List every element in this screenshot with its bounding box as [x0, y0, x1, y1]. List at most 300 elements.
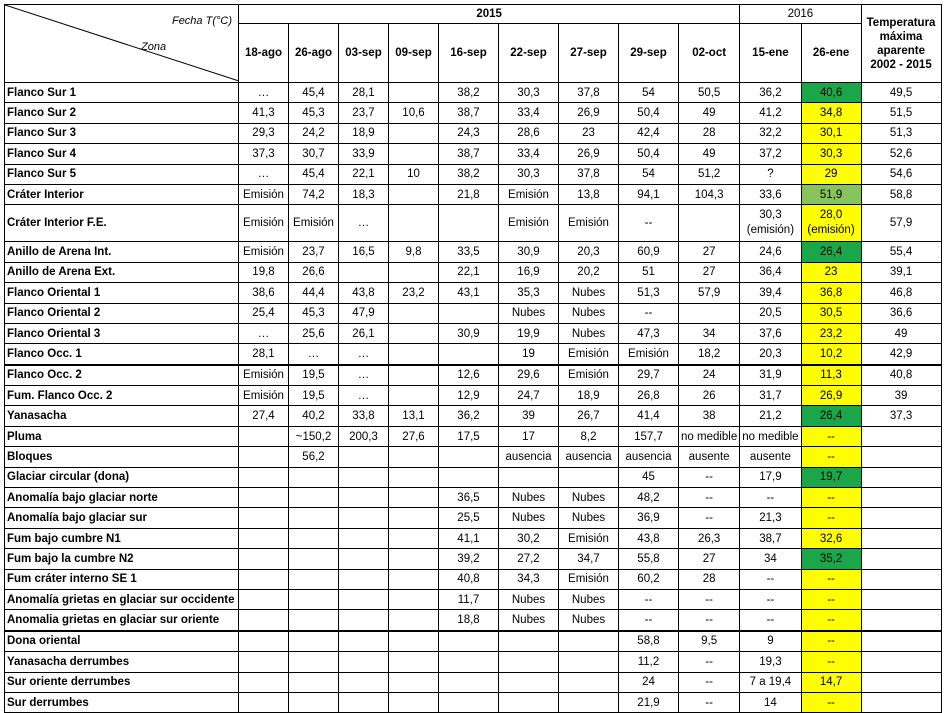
table-row [5, 283, 942, 303]
value-cell: 17,5 [439, 426, 499, 446]
value-cell [439, 652, 499, 672]
value-cell: Nubes [499, 610, 559, 631]
value-cell [289, 488, 339, 508]
zone-cell: Flanco Occ. 2 [5, 365, 239, 386]
value-cell: 38,6 [239, 283, 289, 303]
table-row [5, 426, 942, 446]
value-cell: Emisión [239, 365, 289, 386]
value-cell: 31,7 [740, 386, 801, 406]
value-cell [339, 589, 389, 609]
value-cell: Nubes [499, 589, 559, 609]
temperature-table-container [4, 4, 942, 713]
zone-cell: Anomalía grietas en glaciar sur occidente [5, 589, 239, 609]
zone-cell: Flanco Occ. 1 [5, 344, 239, 365]
value-cell [389, 205, 439, 242]
value-cell: 42,4 [619, 123, 679, 143]
value-cell: 19,7 [801, 467, 861, 487]
date-header-29-sep: 29-sep [619, 24, 679, 83]
value-cell: 23 [801, 262, 861, 282]
value-cell: Emisión [559, 365, 619, 386]
value-cell: 35,2 [801, 549, 861, 569]
value-cell: -- [619, 589, 679, 609]
tmax-cell [861, 589, 941, 609]
value-cell [389, 692, 439, 712]
value-cell: 13,8 [559, 184, 619, 204]
value-cell: 37,6 [740, 323, 801, 343]
value-cell [339, 631, 389, 652]
value-cell: Emisión [559, 205, 619, 242]
tmax-cell [861, 426, 941, 446]
value-cell: … [339, 344, 389, 365]
value-cell: 23 [559, 123, 619, 143]
value-cell [339, 610, 389, 631]
tmax-cell: 37,3 [861, 406, 941, 426]
table-row [5, 406, 942, 426]
value-cell: 21,3 [740, 508, 801, 528]
value-cell: ausencia [619, 447, 679, 467]
value-cell [289, 631, 339, 652]
value-cell: 14 [740, 692, 801, 712]
value-cell: 33,5 [439, 242, 499, 262]
value-cell: 40,2 [289, 406, 339, 426]
value-cell: 26,9 [559, 144, 619, 164]
value-cell: 12,6 [439, 365, 499, 386]
value-cell: 26,9 [559, 103, 619, 123]
value-cell [389, 303, 439, 323]
value-cell: … [339, 365, 389, 386]
value-cell: 41,1 [439, 528, 499, 548]
value-cell: 27 [679, 549, 740, 569]
zone-cell: Fum bajo la cumbre N2 [5, 549, 239, 569]
value-cell: no medible [679, 426, 740, 446]
value-cell: 33,6 [740, 184, 801, 204]
value-cell: 57,9 [679, 283, 740, 303]
value-cell: Nubes [559, 283, 619, 303]
zone-cell: Yanasacha derrumbes [5, 652, 239, 672]
value-cell [389, 467, 439, 487]
value-cell: 22,1 [439, 262, 499, 282]
value-cell: 45,4 [289, 164, 339, 184]
value-cell: Emisión [559, 528, 619, 548]
value-cell [339, 652, 389, 672]
header-row-years [5, 5, 942, 24]
value-cell: 60,2 [619, 569, 679, 589]
value-cell: 9,5 [679, 631, 740, 652]
value-cell: 94,1 [619, 184, 679, 204]
value-cell: … [239, 83, 289, 103]
tmax-cell: 54,6 [861, 164, 941, 184]
value-cell: 29,6 [499, 365, 559, 386]
value-cell [289, 467, 339, 487]
value-cell [339, 488, 389, 508]
value-cell [339, 569, 389, 589]
value-cell: Nubes [559, 610, 619, 631]
year-2016-header: 2016 [740, 5, 861, 24]
tmax-cell [861, 631, 941, 652]
value-cell: 27 [679, 262, 740, 282]
value-cell: -- [801, 652, 861, 672]
value-cell: 36,2 [740, 83, 801, 103]
value-cell: 29,7 [619, 365, 679, 386]
value-cell [559, 631, 619, 652]
value-cell: 49 [679, 144, 740, 164]
value-cell [239, 549, 289, 569]
value-cell: -- [801, 569, 861, 589]
value-cell [339, 262, 389, 282]
tmax-cell [861, 447, 941, 467]
value-cell: … [239, 323, 289, 343]
value-cell: 27,4 [239, 406, 289, 426]
value-cell: 37,8 [559, 164, 619, 184]
value-cell [559, 467, 619, 487]
value-cell: 26,7 [559, 406, 619, 426]
value-cell: 18,9 [339, 123, 389, 143]
tmax-cell: 49 [861, 323, 941, 343]
zone-cell: Glaciar circular (dona) [5, 467, 239, 487]
value-cell: -- [619, 205, 679, 242]
value-cell: 24 [619, 672, 679, 692]
value-cell: 20,3 [559, 242, 619, 262]
value-cell [499, 672, 559, 692]
table-row [5, 303, 942, 323]
table-row [5, 123, 942, 143]
value-cell [559, 692, 619, 712]
value-cell [289, 589, 339, 609]
value-cell: 10,2 [801, 344, 861, 365]
value-cell [389, 144, 439, 164]
zone-cell: Anomalía bajo glaciar sur [5, 508, 239, 528]
value-cell: 20,2 [559, 262, 619, 282]
value-cell: 11,3 [801, 365, 861, 386]
value-cell: -- [801, 488, 861, 508]
table-row [5, 549, 942, 569]
value-cell [499, 631, 559, 652]
value-cell [389, 386, 439, 406]
value-cell: 38,7 [740, 528, 801, 548]
value-cell: Emisión [239, 184, 289, 204]
table-row [5, 103, 942, 123]
value-cell: 48,2 [619, 488, 679, 508]
tmax-cell [861, 652, 941, 672]
value-cell: 23,7 [289, 242, 339, 262]
value-cell [389, 672, 439, 692]
zone-cell: Bloques [5, 447, 239, 467]
table-row [5, 692, 942, 712]
value-cell [339, 528, 389, 548]
value-cell: -- [801, 508, 861, 528]
tmax-cell: 40,8 [861, 365, 941, 386]
table-row [5, 144, 942, 164]
value-cell: 51,9 [801, 184, 861, 204]
date-header-22-sep: 22-sep [499, 24, 559, 83]
zone-cell: Anomalia grietas en glaciar sur oriente [5, 610, 239, 631]
value-cell: 45,4 [289, 83, 339, 103]
value-cell: 157,7 [619, 426, 679, 446]
value-cell [239, 508, 289, 528]
zone-cell: Flanco Sur 5 [5, 164, 239, 184]
value-cell: 34 [740, 549, 801, 569]
value-cell: 28 [679, 123, 740, 143]
value-cell: Nubes [499, 508, 559, 528]
value-cell: 28,0 (emisión) [801, 205, 861, 242]
fecha-label: Fecha T(°C) [171, 15, 232, 27]
value-cell: 9,8 [389, 242, 439, 262]
value-cell: 39 [499, 406, 559, 426]
zone-cell: Anillo de Arena Int. [5, 242, 239, 262]
value-cell [239, 569, 289, 589]
value-cell [499, 652, 559, 672]
value-cell [439, 447, 499, 467]
value-cell [289, 569, 339, 589]
value-cell: 41,3 [239, 103, 289, 123]
value-cell: 27,2 [499, 549, 559, 569]
value-cell: 40,8 [439, 569, 499, 589]
value-cell: 7 a 19,4 [740, 672, 801, 692]
zone-cell: Flanco Sur 4 [5, 144, 239, 164]
value-cell [389, 123, 439, 143]
zone-cell: Flanco Oriental 3 [5, 323, 239, 343]
table-row [5, 164, 942, 184]
value-cell: 31,9 [740, 365, 801, 386]
value-cell [439, 205, 499, 242]
value-cell: 25,5 [439, 508, 499, 528]
value-cell [389, 652, 439, 672]
value-cell: Emisión [499, 205, 559, 242]
table-row [5, 569, 942, 589]
value-cell: 39,2 [439, 549, 499, 569]
value-cell: 51,2 [679, 164, 740, 184]
zone-cell: Fum cráter interno SE 1 [5, 569, 239, 589]
value-cell [289, 652, 339, 672]
zone-cell: Fum. Flanco Occ. 2 [5, 386, 239, 406]
table-row [5, 528, 942, 548]
value-cell: -- [619, 610, 679, 631]
corner-header-cell [5, 5, 239, 83]
table-row [5, 610, 942, 631]
value-cell: 43,8 [339, 283, 389, 303]
value-cell: 18,3 [339, 184, 389, 204]
value-cell: 51 [619, 262, 679, 282]
tmax-cell: 39 [861, 386, 941, 406]
table-row [5, 652, 942, 672]
table-row [5, 83, 942, 103]
value-cell [289, 610, 339, 631]
table-row [5, 447, 942, 467]
value-cell: 43,1 [439, 283, 499, 303]
value-cell: 36,8 [801, 283, 861, 303]
value-cell [339, 672, 389, 692]
value-cell: 29 [801, 164, 861, 184]
value-cell: 30,3 [499, 83, 559, 103]
value-cell: 30,9 [499, 242, 559, 262]
value-cell: 16,9 [499, 262, 559, 282]
value-cell [289, 508, 339, 528]
value-cell: 34,3 [499, 569, 559, 589]
date-header-03-sep: 03-sep [339, 24, 389, 83]
value-cell [389, 508, 439, 528]
value-cell [389, 631, 439, 652]
value-cell: 19,3 [740, 652, 801, 672]
value-cell [439, 303, 499, 323]
value-cell: Emisión [239, 242, 289, 262]
value-cell: Nubes [499, 488, 559, 508]
value-cell: Emisión [619, 344, 679, 365]
zone-cell: Flanco Oriental 2 [5, 303, 239, 323]
value-cell: 104,3 [679, 184, 740, 204]
value-cell: 28 [679, 569, 740, 589]
value-cell: 49 [679, 103, 740, 123]
date-header-09-sep: 09-sep [389, 24, 439, 83]
value-cell: 23,2 [801, 323, 861, 343]
table-row [5, 344, 942, 365]
value-cell [389, 323, 439, 343]
zone-cell: Flanco Sur 3 [5, 123, 239, 143]
value-cell: 50,4 [619, 103, 679, 123]
zone-cell: Sur derrumbes [5, 692, 239, 712]
value-cell: 17,9 [740, 467, 801, 487]
value-cell: -- [801, 447, 861, 467]
value-cell [339, 447, 389, 467]
value-cell [389, 447, 439, 467]
value-cell: 38,2 [439, 164, 499, 184]
value-cell [439, 631, 499, 652]
value-cell: 13,1 [389, 406, 439, 426]
value-cell [289, 672, 339, 692]
value-cell: -- [679, 508, 740, 528]
value-cell: 37,8 [559, 83, 619, 103]
value-cell: 40,6 [801, 83, 861, 103]
value-cell [389, 83, 439, 103]
value-cell: 30,9 [439, 323, 499, 343]
value-cell [389, 528, 439, 548]
value-cell: 30,5 [801, 303, 861, 323]
value-cell [389, 262, 439, 282]
value-cell: 44,4 [289, 283, 339, 303]
value-cell: 25,4 [239, 303, 289, 323]
tmax-cell [861, 528, 941, 548]
value-cell: 24,2 [289, 123, 339, 143]
value-cell: -- [801, 589, 861, 609]
value-cell [389, 610, 439, 631]
value-cell [679, 303, 740, 323]
value-cell [239, 652, 289, 672]
value-cell: 32,2 [740, 123, 801, 143]
value-cell: ? [740, 164, 801, 184]
zone-cell: Flanco Sur 1 [5, 83, 239, 103]
table-row [5, 508, 942, 528]
value-cell: 54 [619, 164, 679, 184]
value-cell [389, 344, 439, 365]
value-cell [339, 467, 389, 487]
value-cell: 35,3 [499, 283, 559, 303]
value-cell: 74,2 [289, 184, 339, 204]
value-cell [439, 467, 499, 487]
tmax-cell [861, 692, 941, 712]
value-cell: 37,3 [239, 144, 289, 164]
value-cell: -- [740, 569, 801, 589]
value-cell: 28,6 [499, 123, 559, 143]
table-row [5, 589, 942, 609]
value-cell: Emisión [499, 184, 559, 204]
value-cell: 45,3 [289, 103, 339, 123]
tmax-cell: 36,6 [861, 303, 941, 323]
value-cell: -- [679, 610, 740, 631]
value-cell: 38,2 [439, 83, 499, 103]
value-cell: … [239, 164, 289, 184]
date-header-18-ago: 18-ago [239, 24, 289, 83]
value-cell: 43,8 [619, 528, 679, 548]
value-cell: 30,7 [289, 144, 339, 164]
table-row [5, 488, 942, 508]
date-header-16-sep: 16-sep [439, 24, 499, 83]
value-cell: 18,8 [439, 610, 499, 631]
value-cell: -- [801, 426, 861, 446]
value-cell: -- [801, 610, 861, 631]
value-cell: -- [801, 631, 861, 652]
value-cell: 10 [389, 164, 439, 184]
tmax-header: Temperatura máxima aparente 2002 - 2015 [861, 5, 941, 83]
date-header-15-ene: 15-ene [740, 24, 801, 83]
value-cell: 9 [740, 631, 801, 652]
value-cell: Nubes [499, 303, 559, 323]
value-cell: Emisión [289, 205, 339, 242]
value-cell: 41,4 [619, 406, 679, 426]
value-cell: 18,2 [679, 344, 740, 365]
value-cell: 28,1 [239, 344, 289, 365]
value-cell: 16,5 [339, 242, 389, 262]
value-cell: 25,6 [289, 323, 339, 343]
value-cell: 19,8 [239, 262, 289, 282]
value-cell: ~150,2 [289, 426, 339, 446]
value-cell: 26 [679, 386, 740, 406]
value-cell: 50,4 [619, 144, 679, 164]
value-cell: 14,7 [801, 672, 861, 692]
value-cell [499, 692, 559, 712]
value-cell: 20,3 [740, 344, 801, 365]
value-cell [239, 610, 289, 631]
value-cell [239, 488, 289, 508]
value-cell: 18,9 [559, 386, 619, 406]
table-row [5, 365, 942, 386]
value-cell [559, 652, 619, 672]
value-cell [339, 549, 389, 569]
value-cell: -- [679, 488, 740, 508]
table-row [5, 672, 942, 692]
value-cell: 56,2 [289, 447, 339, 467]
value-cell: Emisión [239, 205, 289, 242]
date-header-26-ene: 26-ene [801, 24, 861, 83]
value-cell: 45,3 [289, 303, 339, 323]
zone-cell: Flanco Oriental 1 [5, 283, 239, 303]
value-cell: 8,2 [559, 426, 619, 446]
value-cell: 12,9 [439, 386, 499, 406]
value-cell: Nubes [559, 303, 619, 323]
table-row [5, 323, 942, 343]
value-cell: 36,4 [740, 262, 801, 282]
value-cell: 34,8 [801, 103, 861, 123]
zone-cell: Sur oriente derrumbes [5, 672, 239, 692]
value-cell [289, 528, 339, 548]
tmax-cell [861, 672, 941, 692]
value-cell: 30,3 [801, 144, 861, 164]
value-cell [239, 426, 289, 446]
tmax-cell: 51,5 [861, 103, 941, 123]
value-cell: 50,5 [679, 83, 740, 103]
tmax-cell [861, 508, 941, 528]
value-cell: Nubes [559, 323, 619, 343]
zone-cell: Pluma [5, 426, 239, 446]
value-cell [389, 549, 439, 569]
